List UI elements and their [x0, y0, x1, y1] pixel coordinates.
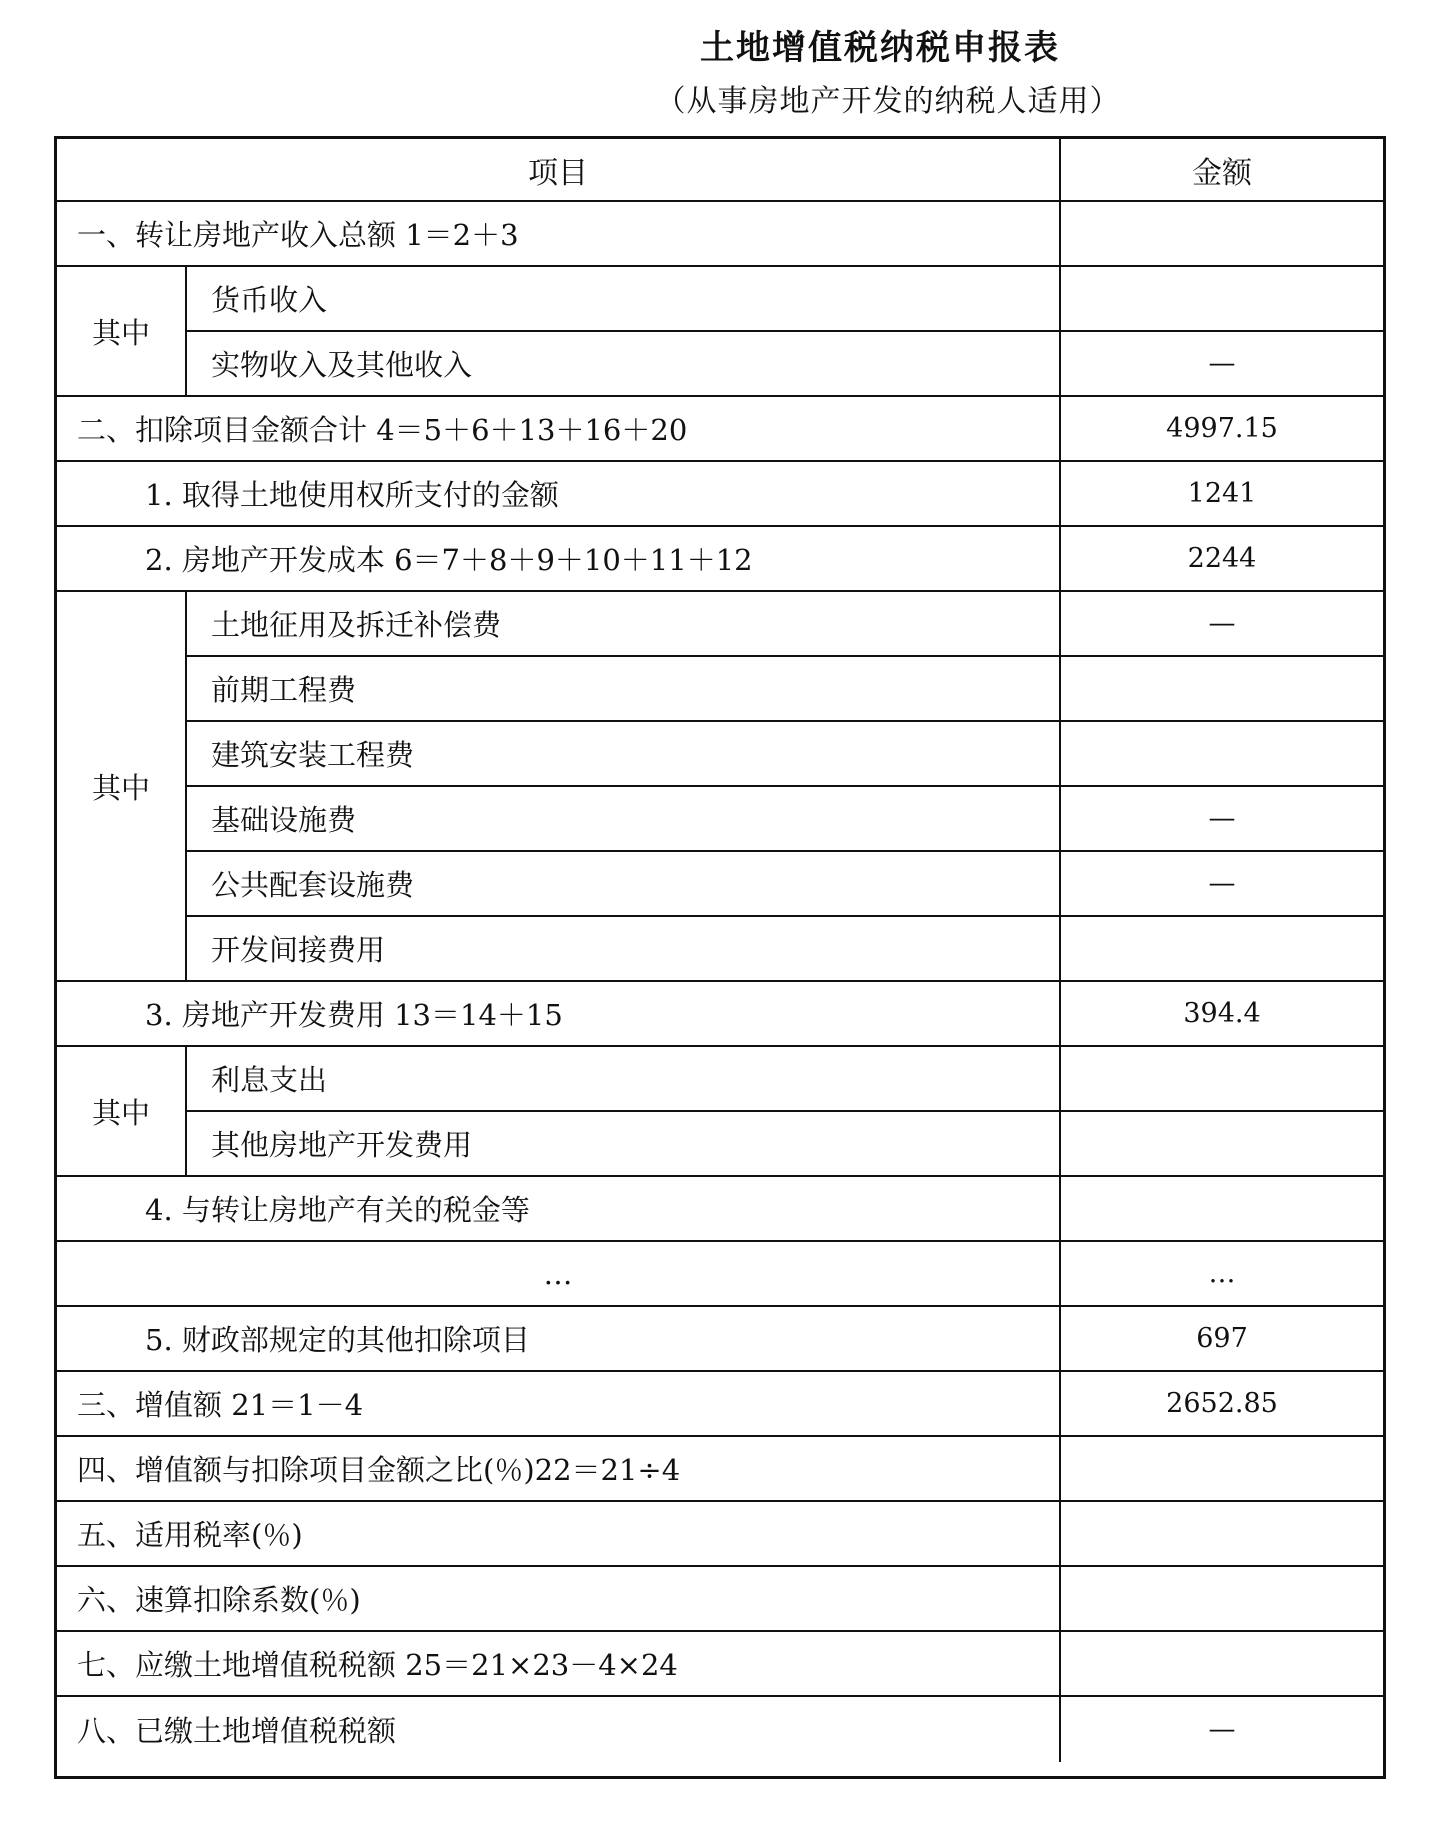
- row-amount: [1061, 917, 1383, 982]
- row-amount: [1061, 1047, 1383, 1112]
- row-label: 八、已缴土地增值税税额: [57, 1697, 1061, 1762]
- group-label: 其中: [57, 592, 187, 982]
- row-label: 土地征用及拆迁补偿费: [187, 592, 1061, 657]
- group-label: 其中: [57, 267, 187, 397]
- header-item: 项目: [57, 139, 1061, 202]
- row-amount: 4997.15: [1061, 397, 1383, 462]
- row-amount: …: [1061, 1242, 1383, 1307]
- row-label: 六、速算扣除系数(％): [57, 1567, 1061, 1632]
- row-label: 1. 取得土地使用权所支付的金额: [57, 462, 1061, 527]
- group-label: 其中: [57, 1047, 187, 1177]
- row-label: 2. 房地产开发成本 6＝7＋8＋9＋10＋11＋12: [57, 527, 1061, 592]
- row-amount: 697: [1061, 1307, 1383, 1372]
- row-amount: [1061, 722, 1383, 787]
- form-subtitle: （从事房地产开发的纳税人适用）: [655, 84, 1121, 119]
- row-amount: 2244: [1061, 527, 1383, 592]
- row-label: 开发间接费用: [187, 917, 1061, 982]
- row-amount: —: [1061, 592, 1383, 657]
- row-label: 前期工程费: [187, 657, 1061, 722]
- row-label: 二、扣除项目金额合计 4＝5＋6＋13＋16＋20: [57, 397, 1061, 462]
- row-label: 实物收入及其他收入: [187, 332, 1061, 397]
- form-title: 土地增值税纳税申报表: [700, 28, 1060, 68]
- row-amount: [1061, 202, 1383, 267]
- row-label: 三、增值额 21＝1－4: [57, 1372, 1061, 1437]
- row-amount: [1061, 1112, 1383, 1177]
- row-amount: 1241: [1061, 462, 1383, 527]
- row-amount: —: [1061, 332, 1383, 397]
- row-label: 公共配套设施费: [187, 852, 1061, 917]
- row-amount: —: [1208, 1714, 1236, 1745]
- row-amount: [1061, 267, 1383, 332]
- row-label: 货币收入: [187, 267, 1061, 332]
- row-label: 五、适用税率(％): [57, 1502, 1061, 1567]
- row-amount: [1061, 1502, 1383, 1567]
- row-amount: —: [1061, 787, 1383, 852]
- row-label: 其他房地产开发费用: [187, 1112, 1061, 1177]
- declaration-table: [54, 136, 1386, 1779]
- row-label: 一、转让房地产收入总额 1＝2＋3: [57, 202, 1061, 267]
- row-amount: 2652.85: [1061, 1372, 1383, 1437]
- row-label: 四、增值额与扣除项目金额之比(％)22＝21÷4: [57, 1437, 1061, 1502]
- row-label: 5. 财政部规定的其他扣除项目: [57, 1307, 1061, 1372]
- row-label: 3. 房地产开发费用 13＝14＋15: [57, 982, 1061, 1047]
- header-amount: 金额: [1061, 139, 1383, 202]
- row-label: 七、应缴土地增值税税额 25＝21×23－4×24: [57, 1632, 1061, 1697]
- row-amount: —: [1061, 852, 1383, 917]
- row-label: 建筑安装工程费: [187, 722, 1061, 787]
- row-label: 4. 与转让房地产有关的税金等: [57, 1177, 1061, 1242]
- row-amount: [1061, 657, 1383, 722]
- row-amount: [1061, 1632, 1383, 1697]
- row-amount: [1061, 1437, 1383, 1502]
- row-amount: [1061, 1567, 1383, 1632]
- row-label: …: [57, 1242, 1061, 1307]
- row-amount: [1061, 1177, 1383, 1242]
- row-amount: 394.4: [1061, 982, 1383, 1047]
- row-label: 基础设施费: [187, 787, 1061, 852]
- row-label: 利息支出: [187, 1047, 1061, 1112]
